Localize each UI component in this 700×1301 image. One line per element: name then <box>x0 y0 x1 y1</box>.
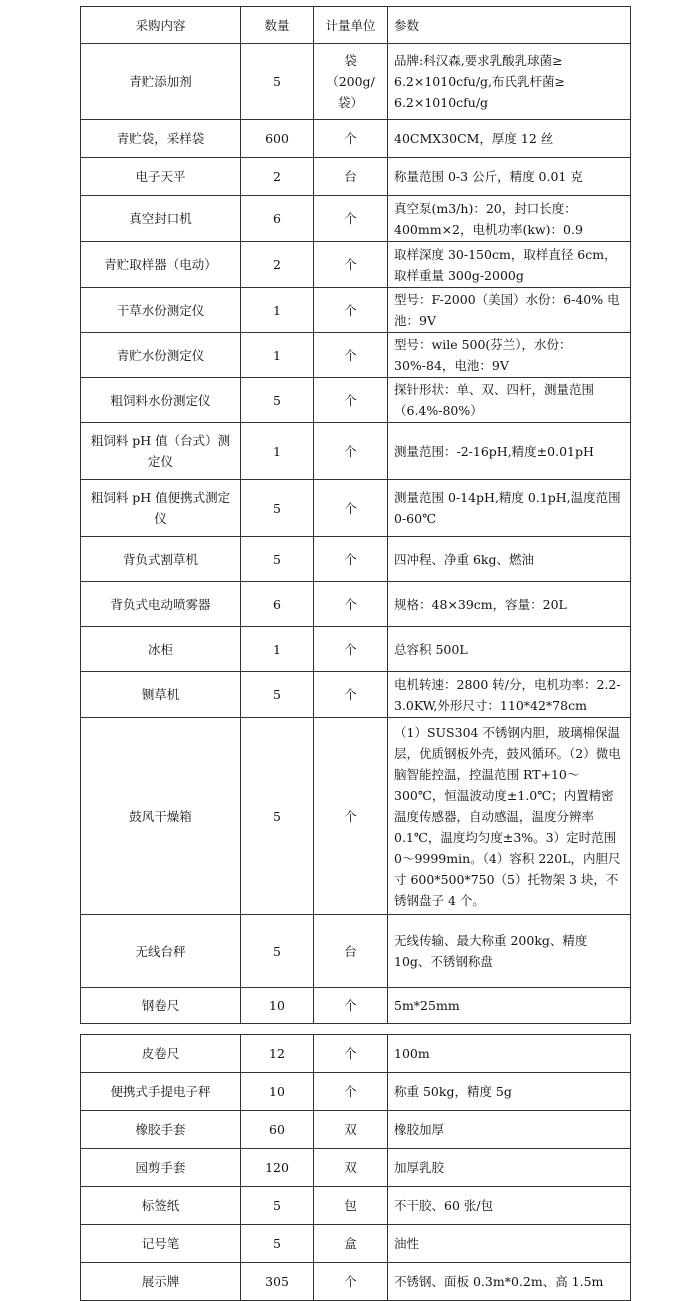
procurement-table-1 <box>80 6 631 1024</box>
row-qty: 1 <box>241 423 314 480</box>
table-row <box>81 1225 631 1263</box>
row-item: 鼓风干燥箱 <box>81 718 241 915</box>
row-unit: 个 <box>314 718 388 915</box>
row-spec: 四冲程、净重 6kg、燃油 <box>388 537 631 582</box>
procurement-table-2 <box>80 1034 631 1301</box>
row-spec: 不锈钢、面板 0.3m*0.2m、高 1.5m <box>388 1263 631 1301</box>
row-spec: 100m <box>388 1035 631 1073</box>
row-unit: 个 <box>314 537 388 582</box>
row-spec: 油性 <box>388 1225 631 1263</box>
row-item: 背负式电动喷雾器 <box>81 582 241 627</box>
row-item: 展示牌 <box>81 1263 241 1301</box>
table-row <box>81 1111 631 1149</box>
row-item: 皮卷尺 <box>81 1035 241 1073</box>
row-unit: 个 <box>314 120 388 158</box>
row-item: 干草水份测定仪 <box>81 288 241 333</box>
row-qty: 5 <box>241 480 314 537</box>
row-item: 粗饲料 pH 值便携式测定仪 <box>81 480 241 537</box>
row-qty: 600 <box>241 120 314 158</box>
table-row <box>81 480 631 537</box>
row-unit: 个 <box>314 1073 388 1111</box>
row-item: 园剪手套 <box>81 1149 241 1187</box>
row-qty: 5 <box>241 1187 314 1225</box>
row-spec: 加厚乳胶 <box>388 1149 631 1187</box>
row-qty: 1 <box>241 627 314 672</box>
row-qty: 2 <box>241 242 314 288</box>
row-qty: 12 <box>241 1035 314 1073</box>
row-spec: 40CMX30CM，厚度 12 丝 <box>388 120 631 158</box>
row-unit: 盒 <box>314 1225 388 1263</box>
table-row <box>81 288 631 333</box>
table-row <box>81 537 631 582</box>
row-spec: 不干胶、60 张/包 <box>388 1187 631 1225</box>
table-row <box>81 718 631 915</box>
row-unit: 个 <box>314 242 388 288</box>
row-item: 青贮取样器（电动） <box>81 242 241 288</box>
row-qty: 10 <box>241 988 314 1024</box>
row-spec: 型号：F-2000（美国）水份：6-40% 电池：9V <box>388 288 631 333</box>
row-unit: 个 <box>314 1035 388 1073</box>
row-qty: 1 <box>241 288 314 333</box>
row-spec: 型号：wile 500(芬兰），水份：30%-84，电池：9V <box>388 333 631 378</box>
row-item: 铡草机 <box>81 672 241 718</box>
row-spec: 探针形状：单、双、四杆，测量范围（6.4%-80%） <box>388 378 631 423</box>
row-unit: 双 <box>314 1111 388 1149</box>
row-item: 无线台秤 <box>81 915 241 988</box>
row-spec: 测量范围 0-14pH,精度 0.1pH,温度范围 0-60℃ <box>388 480 631 537</box>
table-row <box>81 1149 631 1187</box>
row-unit: 个 <box>314 988 388 1024</box>
row-spec: 真空泵(m3/h)：20，封口长度：400mm×2，电机功率(kw)：0.9 <box>388 196 631 242</box>
row-unit: 包 <box>314 1187 388 1225</box>
table-header-row <box>81 7 631 44</box>
row-unit: 个 <box>314 196 388 242</box>
header-item: 采购内容 <box>81 7 241 44</box>
row-item: 标签纸 <box>81 1187 241 1225</box>
row-qty: 5 <box>241 718 314 915</box>
row-spec: 5m*25mm <box>388 988 631 1024</box>
row-qty: 5 <box>241 44 314 120</box>
header-qty: 数量 <box>241 7 314 44</box>
row-spec: 取样深度 30-150cm，取样直径 6cm，取样重量 300g-2000g <box>388 242 631 288</box>
row-qty: 305 <box>241 1263 314 1301</box>
row-unit: 个 <box>314 378 388 423</box>
row-item: 便携式手提电子秤 <box>81 1073 241 1111</box>
row-item: 真空封口机 <box>81 196 241 242</box>
row-unit: 个 <box>314 288 388 333</box>
row-item: 钢卷尺 <box>81 988 241 1024</box>
row-item: 青贮袋，采样袋 <box>81 120 241 158</box>
row-spec: 橡胶加厚 <box>388 1111 631 1149</box>
row-unit: 台 <box>314 915 388 988</box>
row-item: 背负式割草机 <box>81 537 241 582</box>
table-row <box>81 1187 631 1225</box>
table-row <box>81 158 631 196</box>
table-row <box>81 196 631 242</box>
table-row <box>81 1263 631 1301</box>
row-qty: 2 <box>241 158 314 196</box>
table-row <box>81 672 631 718</box>
row-spec: 称重 50kg，精度 5g <box>388 1073 631 1111</box>
row-unit: 袋（200g/袋） <box>314 44 388 120</box>
table-row <box>81 378 631 423</box>
row-qty: 5 <box>241 672 314 718</box>
row-item: 青贮添加剂 <box>81 44 241 120</box>
row-spec: 品牌:科汉森,要求乳酸乳球菌≥ 6.2×1010cfu/g,布氏乳杆菌≥ 6.2×1010cfu/g <box>388 44 631 120</box>
table-row <box>81 627 631 672</box>
row-item: 记号笔 <box>81 1225 241 1263</box>
header-unit: 计量单位 <box>314 7 388 44</box>
table-row <box>81 333 631 378</box>
row-spec: 称量范围 0-3 公斤，精度 0.01 克 <box>388 158 631 196</box>
row-qty: 1 <box>241 333 314 378</box>
table-row <box>81 120 631 158</box>
row-qty: 60 <box>241 1111 314 1149</box>
row-qty: 10 <box>241 1073 314 1111</box>
row-spec: 总容积 500L <box>388 627 631 672</box>
row-unit: 个 <box>314 423 388 480</box>
table-row <box>81 988 631 1024</box>
row-qty: 5 <box>241 537 314 582</box>
row-spec: 规格：48×39cm，容量：20L <box>388 582 631 627</box>
row-unit: 台 <box>314 158 388 196</box>
row-unit: 个 <box>314 627 388 672</box>
table-row <box>81 423 631 480</box>
header-spec: 参数 <box>388 7 631 44</box>
row-item: 橡胶手套 <box>81 1111 241 1149</box>
row-unit: 个 <box>314 582 388 627</box>
row-unit: 个 <box>314 480 388 537</box>
row-spec: 电机转速：2800 转/分，电机功率：2.2-3.0KW,外形尺寸：110*42*78cm <box>388 672 631 718</box>
row-item: 粗饲料水份测定仪 <box>81 378 241 423</box>
row-item: 粗饲料 pH 值（台式）测定仪 <box>81 423 241 480</box>
table-row <box>81 582 631 627</box>
row-item: 青贮水份测定仪 <box>81 333 241 378</box>
table-row <box>81 44 631 120</box>
row-qty: 5 <box>241 378 314 423</box>
row-qty: 5 <box>241 1225 314 1263</box>
row-unit: 个 <box>314 672 388 718</box>
row-spec: 测量范围：-2-16pH,精度±0.01pH <box>388 423 631 480</box>
row-qty: 6 <box>241 196 314 242</box>
row-qty: 120 <box>241 1149 314 1187</box>
row-unit: 双 <box>314 1149 388 1187</box>
row-spec: 无线传输、最大称重 200kg、精度 10g、不锈钢称盘 <box>388 915 631 988</box>
table-row <box>81 1035 631 1073</box>
row-item: 电子天平 <box>81 158 241 196</box>
table-row <box>81 1073 631 1111</box>
row-unit: 个 <box>314 1263 388 1301</box>
row-spec: （1）SUS304 不锈钢内胆，玻璃棉保温层，优质钢板外壳，鼓风循环。（2）微电脑智能控温，控温范围 RT+10～300℃，恒温波动度±1.0℃；内置精密温度传感器，自动感温，温度分辨率 0.1℃，温度均匀度±3%。3）定时范围 0～9999min。（4）容积 220L，内胆尺寸 600*500*750（5）托物架 3 块，不锈钢盘子 4 个。 <box>388 718 631 915</box>
row-qty: 6 <box>241 582 314 627</box>
table-row <box>81 242 631 288</box>
row-item: 冰柜 <box>81 627 241 672</box>
row-unit: 个 <box>314 333 388 378</box>
row-qty: 5 <box>241 915 314 988</box>
table-row <box>81 915 631 988</box>
